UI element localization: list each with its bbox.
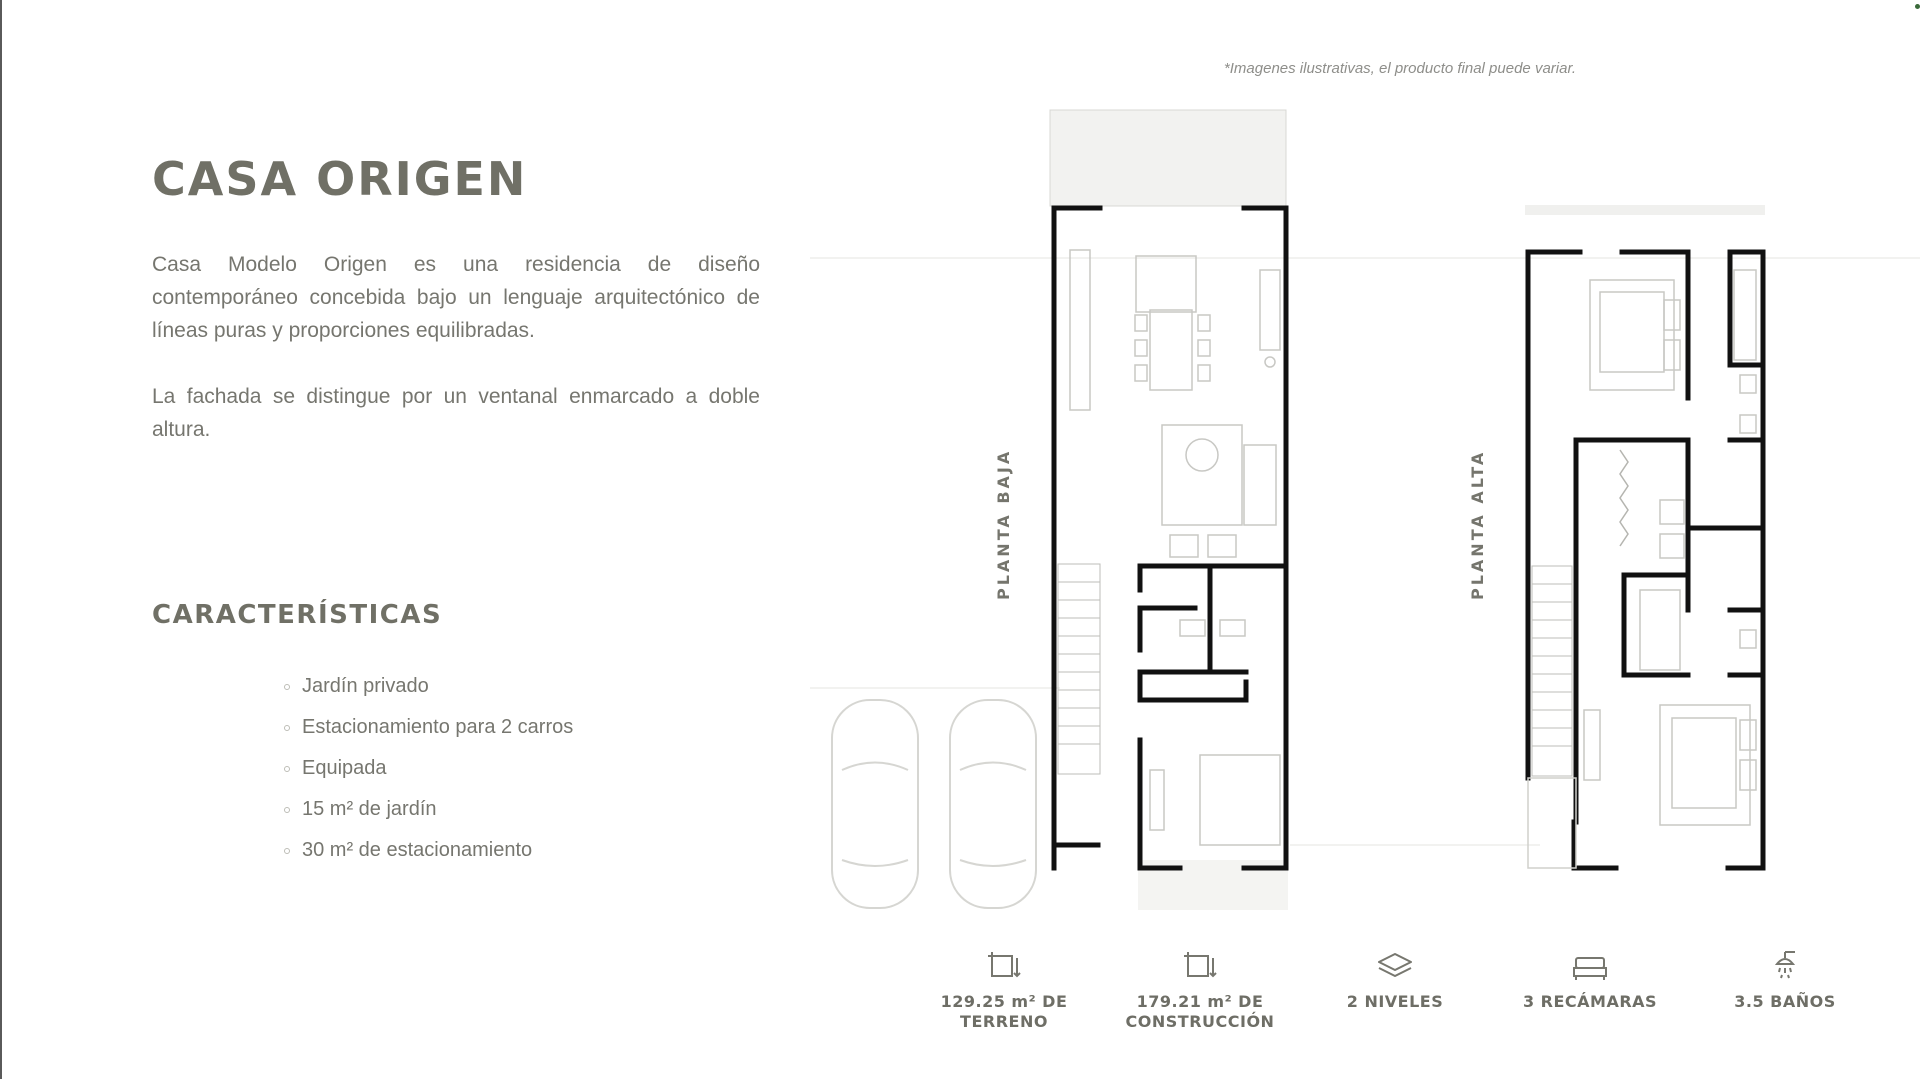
ground-floor-label: PLANTA BAJA <box>994 448 1013 600</box>
features-title: CARACTERÍSTICAS <box>152 600 443 630</box>
upper-floor-label: PLANTA ALTA <box>1468 449 1487 600</box>
feature-label: 15 m² de jardín <box>302 798 437 820</box>
ground-floor-furniture <box>1070 250 1280 845</box>
feature-label: Equipada <box>302 757 387 779</box>
feature-label: Jardín privado <box>302 675 429 697</box>
stat-label-line-1: 179.21 m² DE <box>1136 992 1264 1011</box>
stat-label-line-2: TERRENO <box>960 1012 1048 1031</box>
upper-floor-stairs <box>1532 566 1572 776</box>
stat-bathrooms <box>1685 946 1885 1012</box>
stat-label-line-1: 3 RECÁMARAS <box>1522 992 1658 1011</box>
stat-construction-area <box>1100 946 1300 1032</box>
description-paragraph-2: La fachada se distingue por un ventanal enmarcado a doble altura. <box>152 385 760 441</box>
stat-label-line-1: 3.5 BAÑOS <box>1734 992 1836 1011</box>
stat-levels <box>1295 946 1495 1012</box>
ground-floor-stairs <box>1058 564 1100 774</box>
stat-bedrooms <box>1490 946 1690 1012</box>
shower-icon <box>1765 946 1805 986</box>
construction-area-icon <box>1180 946 1220 986</box>
upper-terrace <box>1525 205 1765 215</box>
feature-label: 30 m² de estacionamiento <box>302 839 533 861</box>
garden-area <box>1050 110 1286 206</box>
stat-label-line-1: 2 NIVELES <box>1346 992 1444 1011</box>
stat-land-area <box>904 946 1104 1032</box>
stat-label-line-1: 129.25 m² DE <box>940 992 1068 1011</box>
land-area-icon <box>984 946 1024 986</box>
upper-void <box>1528 778 1576 868</box>
description-paragraph-1: Casa Modelo Origen es una residencia de diseño contemporáneo concebida bajo un lenguaje arquitectónico de líneas puras y proporciones equilibradas. <box>152 253 760 342</box>
feature-label: Estacionamiento para 2 carros <box>302 716 574 738</box>
page-title: CASA ORIGEN <box>152 152 528 206</box>
bed-icon <box>1570 946 1610 986</box>
stat-label-line-2: CONSTRUCCIÓN <box>1125 1012 1275 1031</box>
disclaimer-note: *Imagenes ilustrativas, el producto final puede variar. <box>1223 60 1577 77</box>
parking-cars <box>832 700 1036 908</box>
upper-closet-lines <box>1620 450 1628 546</box>
layers-icon <box>1375 946 1415 986</box>
site-lines <box>810 258 1920 845</box>
